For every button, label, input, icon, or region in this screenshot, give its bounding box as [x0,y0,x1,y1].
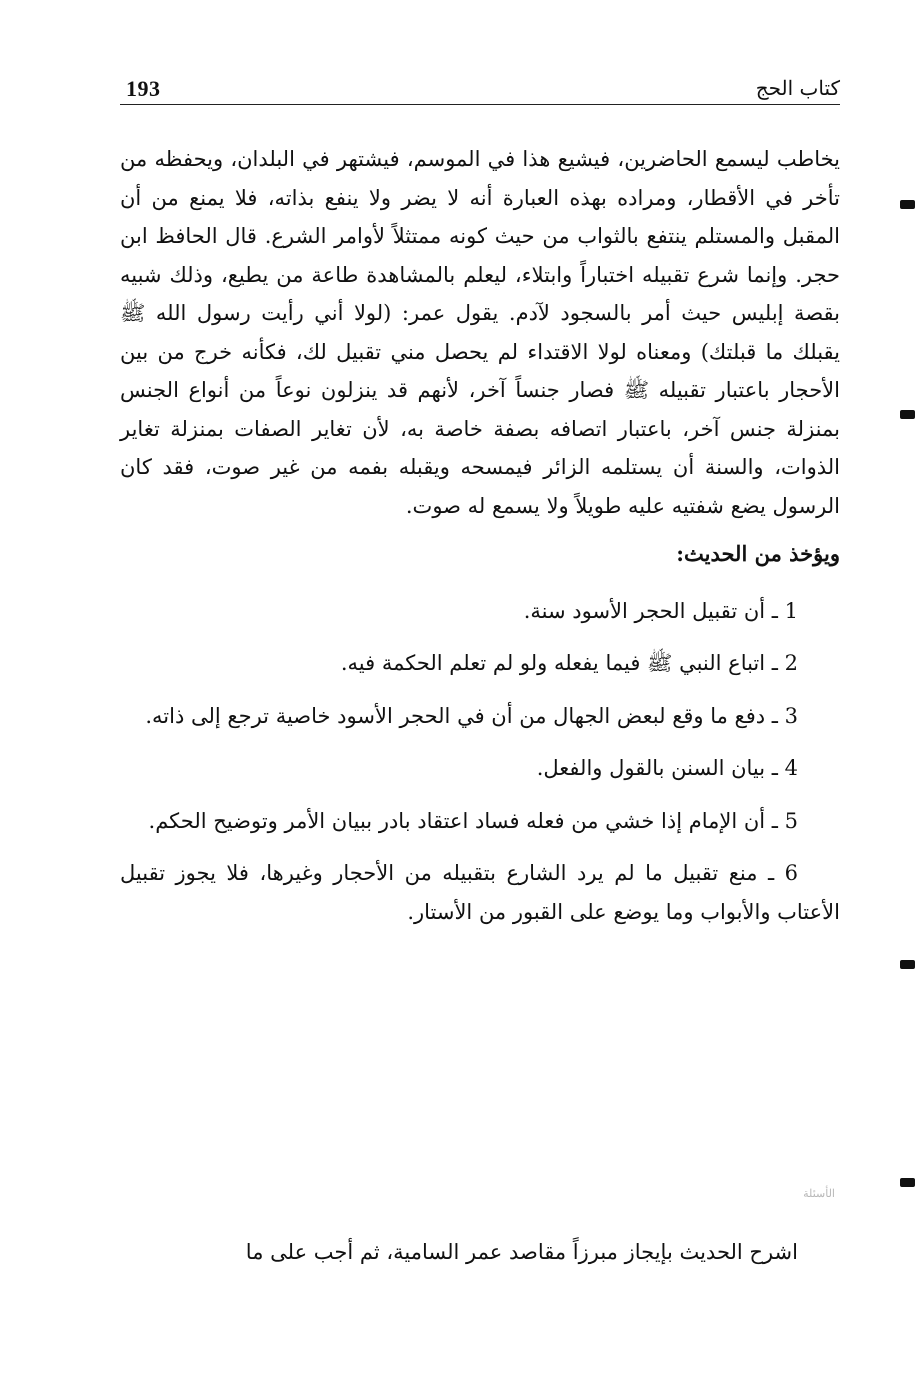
main-text [120,140,840,931]
list-item: 6 ـ منع تقبيل ما لم يرد الشارع بتقبيله من الأحجار وغيرها، فلا يجوز تقبيل الأعتاب والأبواب وما يوضع على القبور من الأستار. [120,861,840,924]
exercise-watermark: الأسئلة [803,1187,835,1200]
margin-mark [900,200,915,209]
book-title: كتاب الحج [755,76,840,100]
margin-mark [900,1178,915,1187]
margin-mark [900,410,915,419]
list-item: 3 ـ دفع ما وقع لبعض الجهال من أن في الحجر الأسود خاصية ترجع إلى ذاته. [145,703,798,728]
body-paragraph: يخاطب ليسمع الحاضرين، فيشيع هذا في الموسم، فيشتهر في البلدان، ويحفظه من تأخر في الأقطار، ومراده بهذه العبارة أنه لا يضر ولا ينفع بذاته، فلا يمنع من أن المقبل والمستلم ينتفع بالثواب من حيث كونه ممتثلاً لأوامر الشرع. قال الحافظ ابن حجر. وإنما شرع تقبيله اختباراً وابتلاء، ليعلم بالمشاهدة طاعة من يطيع، وذلك شبيه بقصة إبليس حيث أمر بالسجود لآدم. يقول عمر: (لولا أني رأيت رسول الله ﷺ يقبلك ما قبلتك) ومعناه لولا الاقتداء لم يحصل مني تقبيل لك، فكأنه خرج من بين الأحجار باعتبار تقبيله ﷺ فصار جنساً آخر، لأنهم قد ينزلون نوعاً من أنواع الجنس بمنزلة جنس آخر، باعتبار اتصافه بصفة خاصة به، لأن تغاير الصفات بمنزلة تغاير الذوات، والسنة أن يستلمه الزائر فيمسحه ويقبله بفمه من غير صوت، فقد كان الرسول يضع شفتيه عليه طويلاً ولا يسمع له صوت. [120,147,840,518]
list-item: 2 ـ اتباع النبي ﷺ فيما يفعله ولو لم تعلم الحكمة فيه. [340,651,798,675]
margin-mark [900,960,915,969]
section-heading: ويؤخذ من الحديث: [676,541,840,566]
list-item: 5 ـ أن الإمام إذا خشي من فعله فساد اعتقاد بادر ببيان الأمر وتوضيح الحكم. [148,808,798,833]
exercise-text [120,1233,840,1271]
exercise-line: اشرح الحديث بإيجاز مبرزاً مقاصد عمر السامية، ثم أجب على ما [245,1240,798,1264]
page-number: 193 [126,76,161,101]
list-item: 1 ـ أن تقبيل الحجر الأسود سنة. [523,598,798,623]
list-item: 4 ـ بيان السنن بالقول والفعل. [536,756,798,780]
page-header [120,76,840,105]
